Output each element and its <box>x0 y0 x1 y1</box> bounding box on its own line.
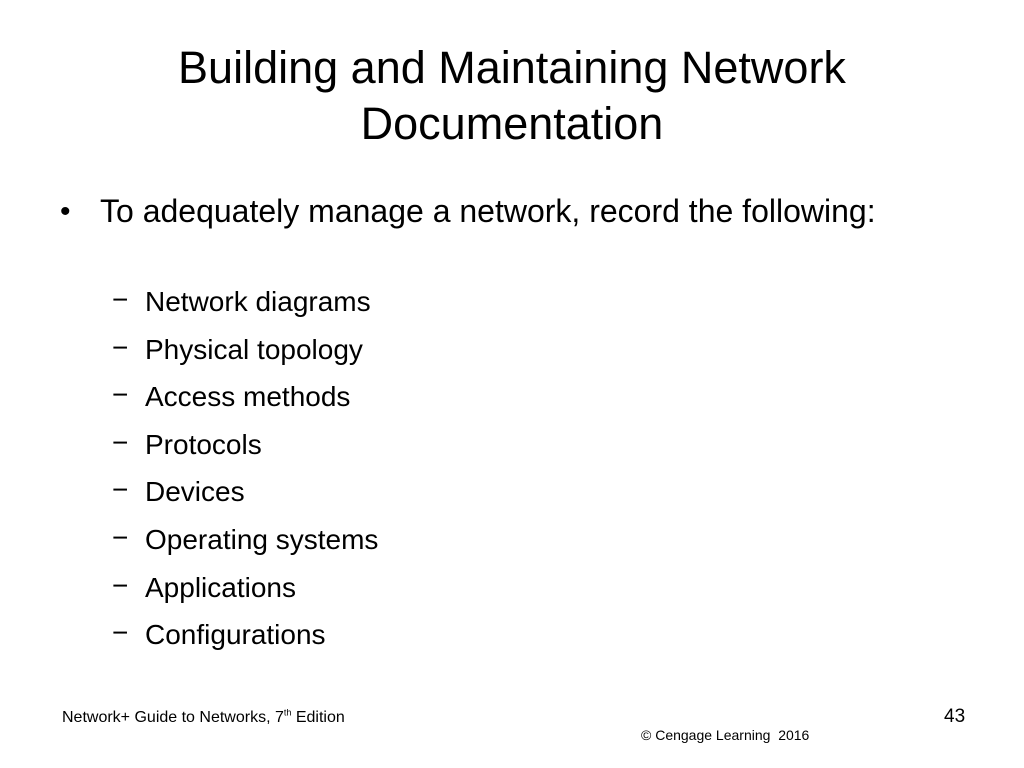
sub-bullet-text: Applications <box>145 571 296 603</box>
sub-bullet-text: Network diagrams <box>145 286 371 317</box>
footer-book-title-prefix: Network+ Guide to Networks, 7 <box>62 709 284 726</box>
dash-icon: − <box>112 331 129 363</box>
main-bullet <box>60 190 940 233</box>
dash-icon: − <box>112 474 129 506</box>
slide-title <box>60 40 964 152</box>
dash-icon: − <box>112 521 129 553</box>
footer-book-title-sup: th <box>283 707 292 718</box>
sub-bullet-text: Access methods <box>145 381 351 413</box>
dash-icon: − <box>112 379 129 411</box>
dash-icon: − <box>112 569 129 601</box>
sub-bullet-text: Configurations <box>145 619 326 651</box>
slide-title-line-2: Documentation <box>360 98 664 149</box>
sub-bullet-text: Physical topology <box>145 333 363 365</box>
dash-icon: − <box>112 617 129 649</box>
footer-book-title <box>62 708 345 728</box>
sub-bullet-text: Devices <box>145 476 245 508</box>
footer-book-title-suffix: Edition <box>291 709 345 726</box>
sub-bullet-text: Operating systems <box>145 523 379 555</box>
dash-icon: − <box>112 284 129 315</box>
bullet-dot-icon: • <box>60 195 71 228</box>
dash-icon: − <box>112 426 129 458</box>
copyright-notice: © Cengage Learning 2016 <box>641 727 810 743</box>
page-number: 43 <box>944 706 966 727</box>
main-bullet-text: To adequately manage a network, record the following: <box>100 193 876 229</box>
sub-bullet-text: Protocols <box>145 428 262 460</box>
slide-title-line-1: Building and Maintaining Network <box>178 42 846 93</box>
